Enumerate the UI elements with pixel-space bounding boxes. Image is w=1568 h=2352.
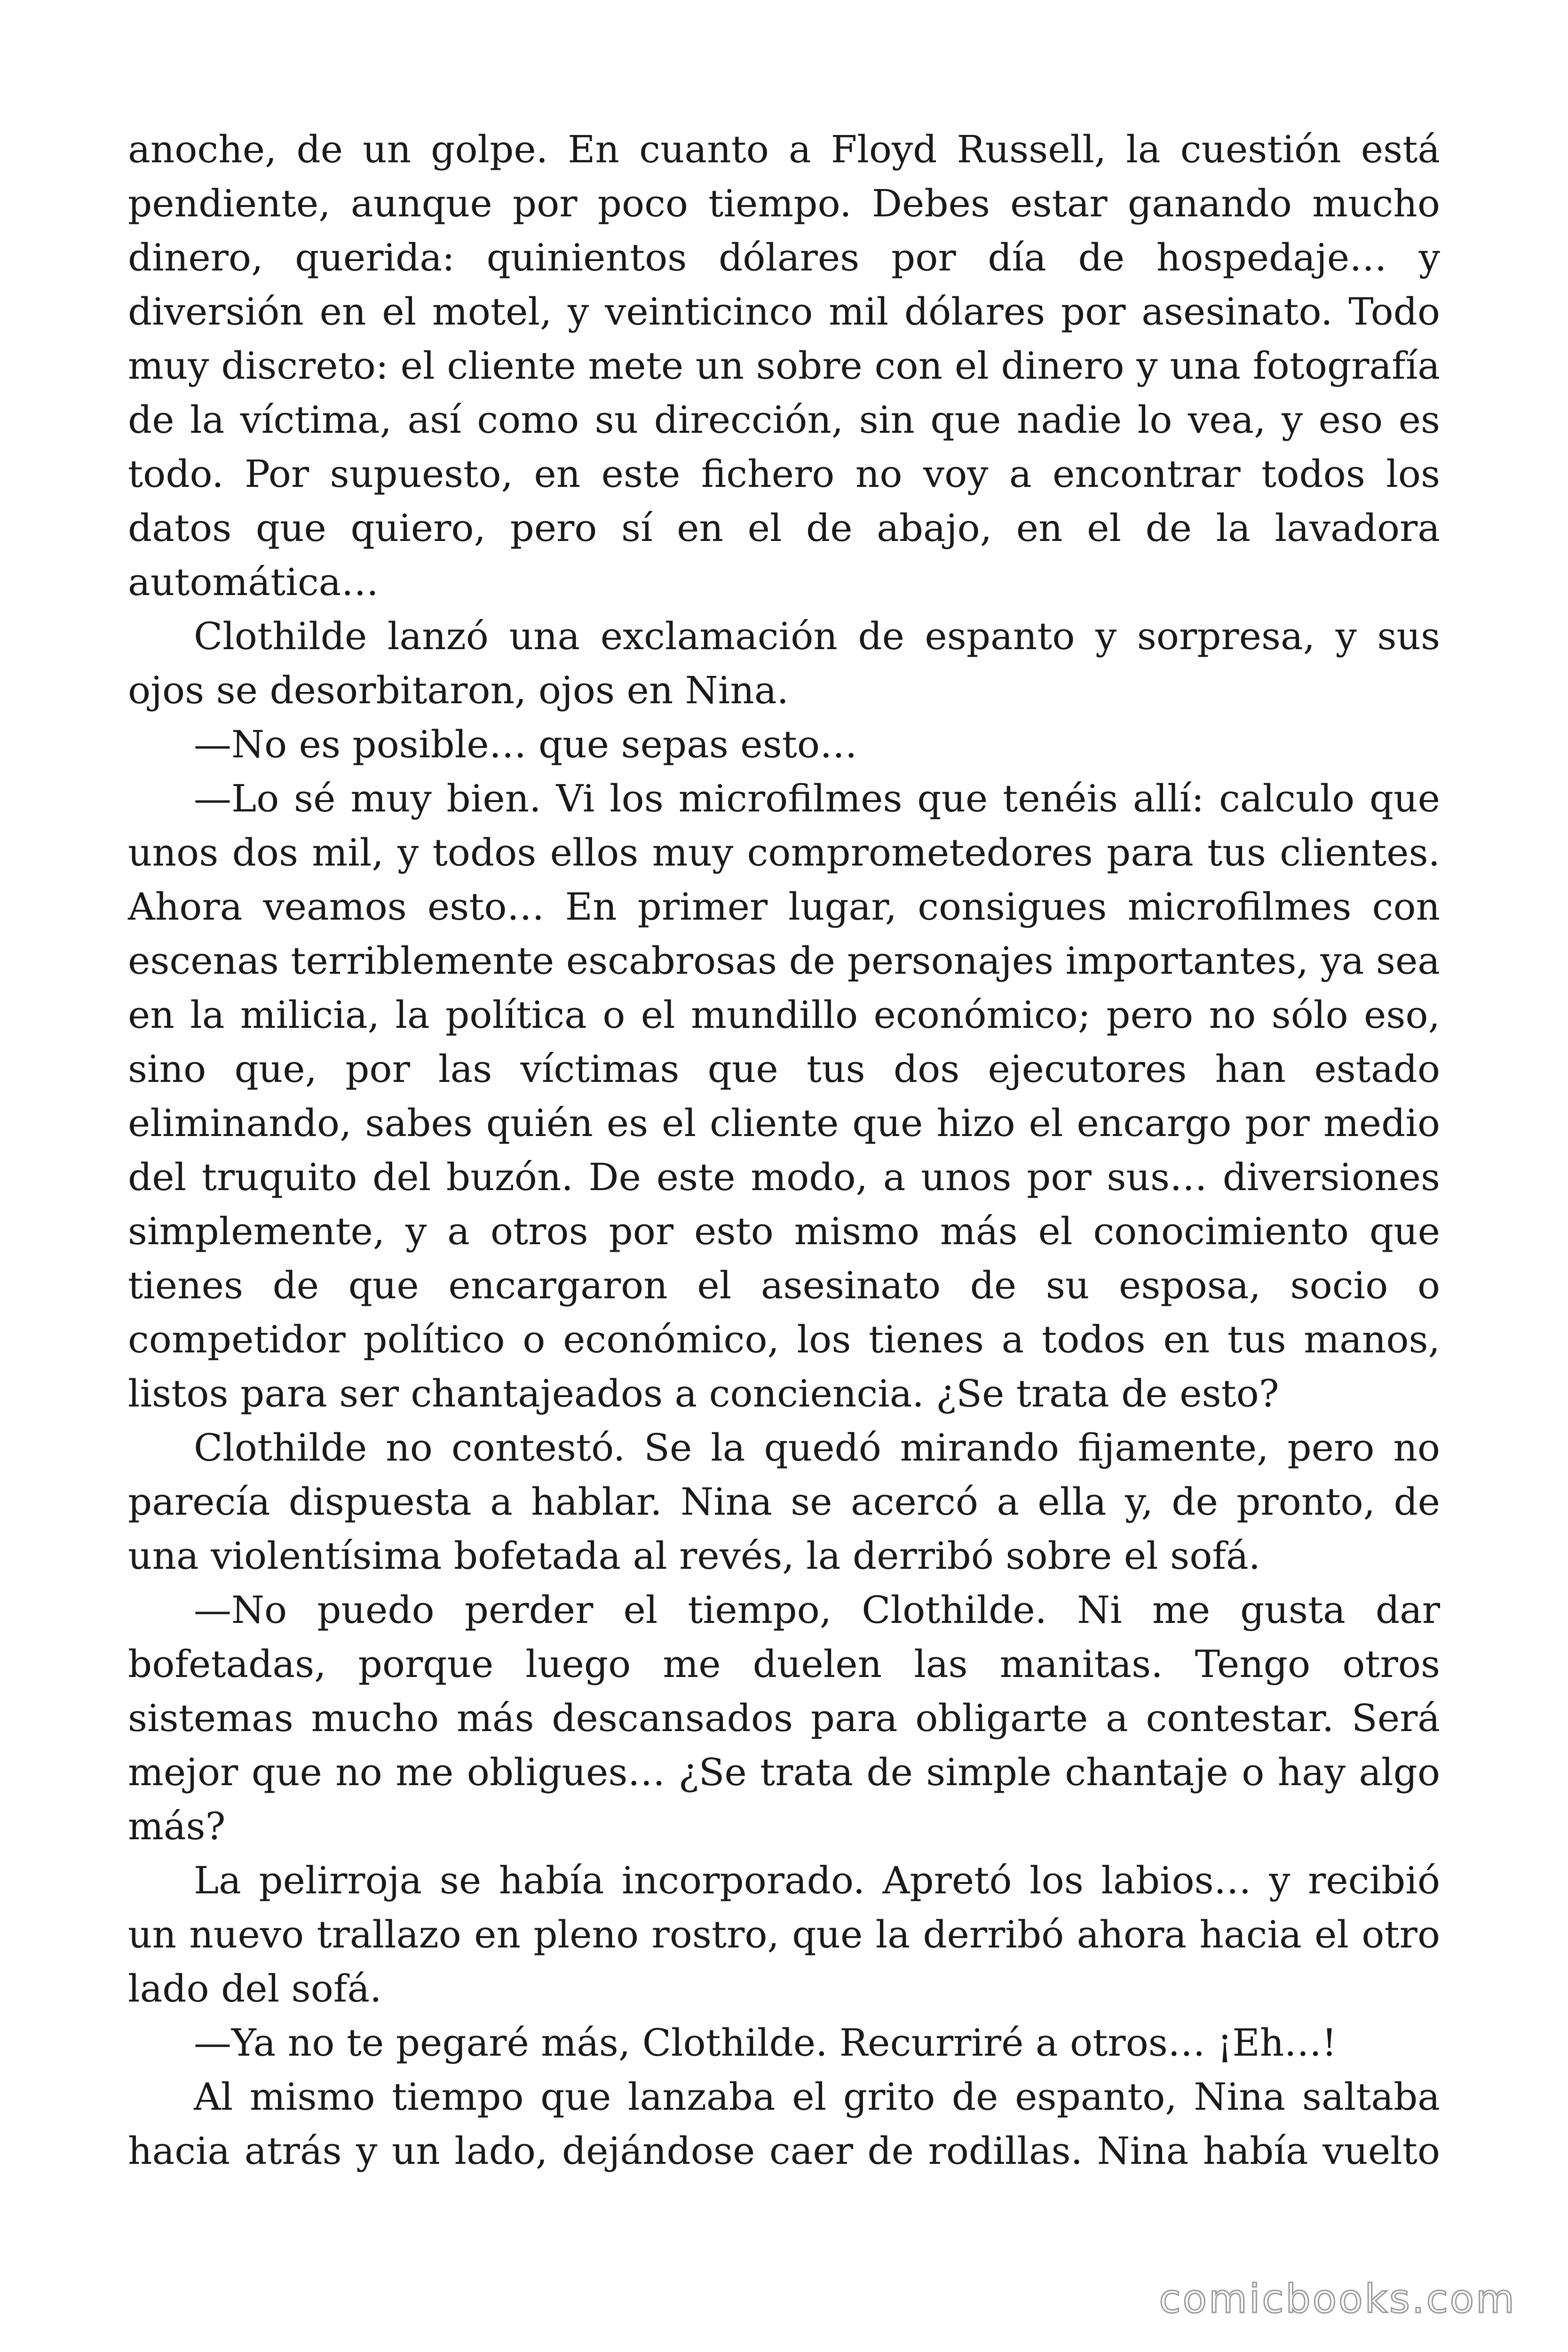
paragraph-8: —Ya no te pegaré más, Clothilde. Recurriré a otros… ¡Eh…! bbox=[194, 2021, 1337, 2065]
paragraph-4: —Lo sé muy bien. Vi los microfilmes que tenéis allí: calculo que unos dos mil, y todos ellos muy comprometedores para tus clientes. Ahora veamos esto… En primer lugar, consigues microfilmes con escenas terriblemente escabrosas de personajes importantes, ya sea en la milicia, la política o el mundillo económico; pero no sólo eso, sino que, por las víctimas que tus dos ejecutores han estado eliminando, sabes quién es el cliente que hizo el encargo por medio del truquito del buzón. De este modo, a unos por sus… diversiones simplemente, y a otros por esto mismo más el conocimiento que tienes de que encargaron el asesinato de su esposa, socio o competidor político o económico, los tienes a todos en tus manos, listos para ser chantajeados a conciencia. ¿Se trata de esto? bbox=[128, 777, 1440, 1415]
paragraph-9: Al mismo tiempo que lanzaba el grito de espanto, Nina saltaba hacia atrás y un lado, dejándose caer de rodillas. Nina había vuelto bbox=[128, 2075, 1440, 2173]
paragraph-5: Clothilde no contestó. Se la quedó mirando fijamente, pero no parecía dispuesta a hablar. Nina se acercó a ella y, de pronto, de una violentísima bofetada al revés, la derribó sobre el sofá. bbox=[128, 1426, 1440, 1578]
paragraph-6: —No puedo perder el tiempo, Clothilde. Ni me gusta dar bofetadas, porque luego me duelen las manitas. Tengo otros sistemas mucho más descansados para obligarte a contestar. Será mejor que no me obligues… ¿Se trata de simple chantaje o hay algo más? bbox=[128, 1588, 1440, 1848]
paragraph-2: Clothilde lanzó una exclamación de espanto y sorpresa, y sus ojos se desorbitaron, ojos en Nina. bbox=[128, 614, 1440, 712]
book-page-text bbox=[128, 122, 1440, 2220]
watermark: comicbooks.com bbox=[1159, 2276, 1516, 2322]
paragraph-7: La pelirroja se había incorporado. Apretó los labios… y recibió un nuevo trallazo en pleno rostro, que la derribó ahora hacia el otro lado del sofá. bbox=[128, 1859, 1440, 2010]
paragraph-1: anoche, de un golpe. En cuanto a Floyd Russell, la cuestión está pendiente, aunque por poco tiempo. Debes estar ganando mucho dinero, querida: quinientos dólares por día de hospedaje… y diversión en el motel, y veinticinco mil dólares por asesinato. Todo muy discreto: el cliente mete un sobre con el dinero y una fotografía de la víctima, así como su dirección, sin que nadie lo vea, y eso es todo. Por supuesto, en este fichero no voy a encontrar todos los datos que quiero, pero sí en el de abajo, en el de la lavadora automática… bbox=[128, 127, 1440, 604]
paragraph-3: —No es posible… que sepas esto… bbox=[194, 723, 858, 766]
